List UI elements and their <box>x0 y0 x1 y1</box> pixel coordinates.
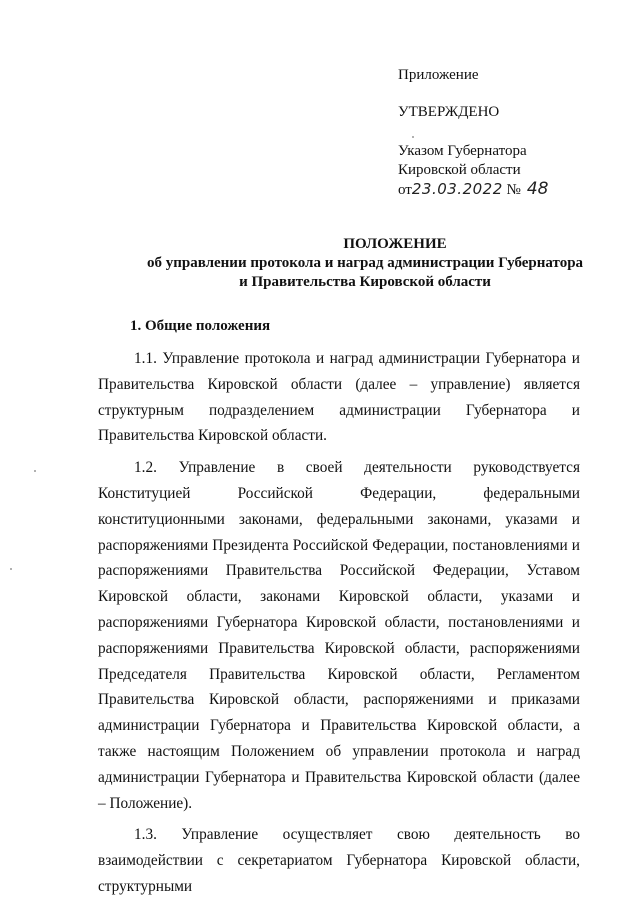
title-line-1: ПОЛОЖЕНИЕ <box>343 236 447 252</box>
title-line-2: об управлении протокола и наград администрации Губернатора <box>146 255 584 271</box>
section-heading: 1. Общие положения <box>130 318 271 334</box>
paragraph-1-1: 1.1. Управление протокола и наград администрации Губернатора и Правительства Кировской области (далее – управление) является структурным подразделением администрации Губернатора и Правительства Кировской области. <box>98 350 580 445</box>
handwritten-date: 23.03.2022 <box>411 180 503 198</box>
approval-block <box>398 66 598 200</box>
appendix-label: Приложение <box>398 67 479 83</box>
number-sign: № <box>506 182 521 198</box>
scan-speck <box>34 470 36 472</box>
scan-speck <box>10 568 12 570</box>
decree-line-2: Кировской области <box>398 162 521 178</box>
title-line-3: и Правительства Кировской области <box>239 274 491 290</box>
body-text <box>98 346 580 900</box>
handwritten-number: 48 <box>526 179 549 199</box>
decree-line-1: Указом Губернатора <box>398 143 527 159</box>
paragraph-1-3: 1.3. Управление осуществляет свою деятельность во взаимодействии с секретариатом Губернатора Кировской области, структурными <box>98 826 580 895</box>
from-prefix: от <box>398 182 412 198</box>
document-title <box>60 235 640 292</box>
decree-date-line <box>398 180 598 200</box>
approved-label: УТВЕРЖДЕНО <box>398 104 500 120</box>
scan-speck <box>412 136 414 138</box>
paragraph-1-2: 1.2. Управление в своей деятельности руководствуется Конституцией Российской Федерации, федеральными конституционными законами, федеральными законами, указами и распоряжениями Президента Российской Федерации, постановлениями и распоряжениями Правительства Российской Федерации, Уставом Кировской области, законами Кировской области, указами и распоряжениями Губернатора Кировской области, постановлениями и распоряжениями Правительства Кировской области, распоряжениями Председателя Правительства Кировской области, Регламентом Правительства Кировской области, распоряжениями и приказами администрации Губернатора и Правительства Кировской области, а также настоящим Положением об управлении протокола и наград администрации Губернатора и Правительства Кировской области (далее – Положение). <box>98 459 580 812</box>
